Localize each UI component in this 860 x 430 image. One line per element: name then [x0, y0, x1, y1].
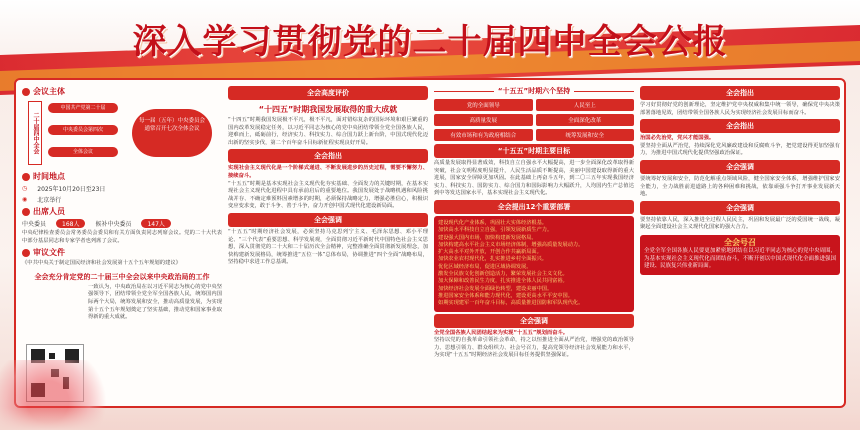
location-icon: ◉ [22, 196, 28, 203]
org-chart [22, 99, 222, 169]
poster-title: 深入学习贯彻党的二十届四中全会公报 [132, 22, 728, 62]
six-item: 统筹发展和安全 [536, 129, 635, 141]
column-left [22, 84, 222, 406]
six-item: 高质量发展 [434, 114, 533, 126]
list-item: 如期实现建军一百年奋斗目标，高质量推进国防和军队现代化。 [438, 300, 584, 307]
emph-sub: 全党全国各族人民团结起来为实现“十五五”规划而奋斗。 [434, 329, 569, 336]
content-panel [14, 78, 846, 408]
members-label: 中央委员 [22, 221, 47, 228]
list-item: 扩大高水平对外开放，开创合作共赢新局面。 [438, 249, 542, 256]
column-second [228, 84, 428, 406]
six-item: 党的全面领导 [434, 99, 533, 111]
list-item: 加快高水平科技自立自强，引领发展新质生产力。 [438, 227, 553, 234]
emph-text: 坚持以党的自我革命引领社会革命，持之以恒推进全面从严治党，增强党的政治领导力、思想引领力、群众组织力、社会号召力，提高党领导经济社会发展能力和水平，为实现“十五五”时期经济社会发展目标任务提供坚强保证。 [434, 337, 634, 359]
meeting-place: 北京举行 [37, 197, 62, 204]
section-heading: 审议文件 [22, 247, 222, 258]
org-vertical-label: 二十届四中全会 [28, 101, 42, 165]
section-banner: 全会强调 [228, 213, 428, 227]
final-title: 全会号召 [724, 237, 756, 247]
deploy-list [434, 216, 634, 312]
final-text: 全党全军全国各族人民要更加紧密地团结在以习近平同志为核心的党中央周围，为基本实现社会主义现代化而团结奋斗，不断开创以中国式现代化全面推进强国建设、民族复兴伟业新局面。 [644, 248, 836, 270]
six-header: “十五五”时期六个坚持 [434, 86, 634, 96]
six-grid [434, 99, 634, 141]
goal-banner: “十五五”时期主要目标 [434, 144, 634, 158]
section-heading: 时间地点 [22, 171, 222, 182]
point1-sub: 实现社会主义现代化是一个阶梯式递进、不断发展进步的历史过程，需要不懈努力、接续奋斗。 [228, 165, 428, 179]
six-item: 全面深化改革 [536, 114, 635, 126]
alternates-label: 候补中央委员 [95, 221, 132, 228]
deploy-banner: 全会提出12个重要部署 [434, 200, 634, 214]
point2-text: “十五五”时期经济社会发展，必须坚持马克思列宁主义、毛泽东思想、邓小平理论、“三个代表”重要思想、科学发展观，全面贯彻习近平新时代中国特色社会主义思想，深入贯彻党的二十大和二十届历次全会精神，完整准确全面贯彻新发展理念，加快构建新发展格局，统筹推进“五位一体”总体布局，协调推进“四个全面”战略布局，坚持稳中求进工作总基调。 [228, 228, 428, 266]
p3-text: 要统筹好发展和安全，防范化解重点领域风险，健全国家安全体系，增强维护国家安全能力，全力战胜前进道路上的各种困难和挑战，依靠顽强斗争打开事业发展新天地。 [640, 175, 840, 198]
eval-text: “十四五”时期我国发展极不平凡，极不平凡，面对错综复杂的国际环境和艰巨繁重的国内改革发展稳定任务，以习近平同志为核心的党中央团结带领全党全国各族人民，迎难而上，砥砺前行，经济实力、科技实力、综合国力跃上新台阶，中国式现代化迈出新的坚实步伐，第二个百年奋斗目标新征程实现良好开局。 [228, 117, 428, 146]
members-count: 168人 [56, 219, 85, 228]
org-pill: 全体会议 [48, 147, 118, 157]
section-banner: 全会强调 [434, 314, 634, 328]
section-heading: 出席人员 [22, 206, 222, 217]
section-banner: 全会指出 [228, 149, 428, 163]
list-item: 优化区域经济布局，促进区域协调发展。 [438, 263, 532, 270]
alternates-count: 147人 [141, 219, 170, 228]
point1-text: “十五五”时期是基本实现社会主义现代化夯实基础、全面发力的关键时期，在基本实现社会主义现代化进程中具有承前启后的重要地位。我国发展处于战略机遇和风险挑战并存、不确定难预料因素增多的时期，必须保持战略定力，增强必胜信心，积极识变应变求变，敢于斗争、善于斗争，奋力开创中国式现代化建设新局面。 [228, 180, 428, 210]
section-banner: 全会强调 [640, 201, 840, 215]
section-heading: 会议主体 [22, 86, 222, 97]
section-banner: 全会高度评价 [228, 86, 428, 100]
goal-text: 高质量发展取得显著成效，科技自立自强水平大幅提高，进一步全面深化改革取得新突破，社会文明程度明显提升，人民生活品质不断提高，美丽中国建设取得新的重大进展，国家安全屏障更加巩固。在此基础上再奋斗五年，到二〇三五年实现我国经济实力、科技实力、国防实力、综合国力和国际影响力大幅跃升，人均国内生产总值达到中等发达国家水平，基本实现社会主义现代化。 [434, 160, 634, 197]
bullet-icon [22, 249, 30, 257]
final-callout [640, 235, 840, 275]
attendance-text: 中央纪律检查委员会常务委员会委员和有关方面负责同志列席会议。党的二十大代表中部分基层同志和专家学者也列席了会议。 [22, 230, 222, 244]
section-banner: 全会指出 [640, 119, 840, 133]
six-item: 有效市场和有为政府相结合 [434, 129, 533, 141]
column-right [640, 84, 840, 406]
column-third [434, 84, 634, 406]
affirm-text: 一致认为，中央政治局在以习近平同志为核心的党中央坚强领导下，团结带领全党全军全国各族人民，统筹国内国际两个大局，统筹发展和安全，推动高质量发展，为实现第十五个五年规划奠定了坚实基础，推动党和国家事业取得新的重大成就。 [88, 283, 222, 321]
bullet-icon [22, 173, 30, 181]
six-item: 人民至上 [536, 99, 635, 111]
p2-sub: 治国必先治党，党兴才能国强。 [640, 135, 715, 142]
meeting-date: 2025年10月20日至23日 [37, 186, 106, 193]
bullet-icon [22, 88, 30, 96]
section-banner: 全会指出 [640, 86, 840, 100]
affirm-heading: 全会充分肯定党的二十届三中全会以来中央政治局的工作 [34, 272, 210, 281]
list-item: 加快构建高水平社会主义市场经济体制，增强高质量发展动力。 [438, 241, 584, 248]
org-pill: 中央委员会第四次 [48, 125, 118, 135]
list-item: 加大保障和改善民生力度，扎实推进全体人民共同富裕。 [438, 278, 568, 285]
p2-text: 要坚持全面从严治党，持续深化党风廉政建设和反腐败斗争，把党建设得更加坚强有力，为推进中国式现代化提供坚强政治保证。 [640, 142, 840, 157]
list-item: 激发全民族文化创新创造活力，繁荣发展社会主义文化。 [438, 271, 568, 278]
bullet-icon [22, 208, 30, 216]
clock-icon: ◷ [22, 185, 28, 192]
section-subtitle: “十四五”时期我国发展取得的重大成就 [258, 105, 398, 114]
list-item: 加快农业农村现代化，扎实推进乡村全面振兴。 [438, 256, 547, 263]
list-item: 加快经济社会发展全面绿色转型，建设美丽中国。 [438, 285, 553, 292]
list-item: 推进国家安全体系和能力现代化，建设更高水平平安中国。 [438, 292, 573, 299]
list-item: 建设强大国内市场，加快构建新发展格局。 [438, 234, 537, 241]
section-banner: 全会强调 [640, 160, 840, 174]
info-bubble: 每一届（五年）中央委员会通常召开七次全体会议 [132, 109, 212, 157]
org-pill: 中国共产党第二十届 [48, 103, 118, 113]
review-text: 《中共中央关于制定国民经济和社会发展第十五个五年规划的建议》 [22, 260, 181, 267]
list-item: 建设现代化产业体系，巩固壮大实体经济根基。 [438, 219, 547, 226]
p1-text: 学习好贯彻好党的创新理论，坚定维护党中央权威和集中统一领导，确保党中央决策部署落地见效，团结带领全国各族人民为实现经济社会发展目标而奋斗。 [640, 102, 840, 116]
cloud-decoration [0, 408, 860, 430]
p4-text: 要坚持依靠人民，深入推进全过程人民民主，巩固和发展最广泛的爱国统一战线，凝聚起全面建设社会主义现代化国家的强大合力。 [640, 216, 840, 231]
